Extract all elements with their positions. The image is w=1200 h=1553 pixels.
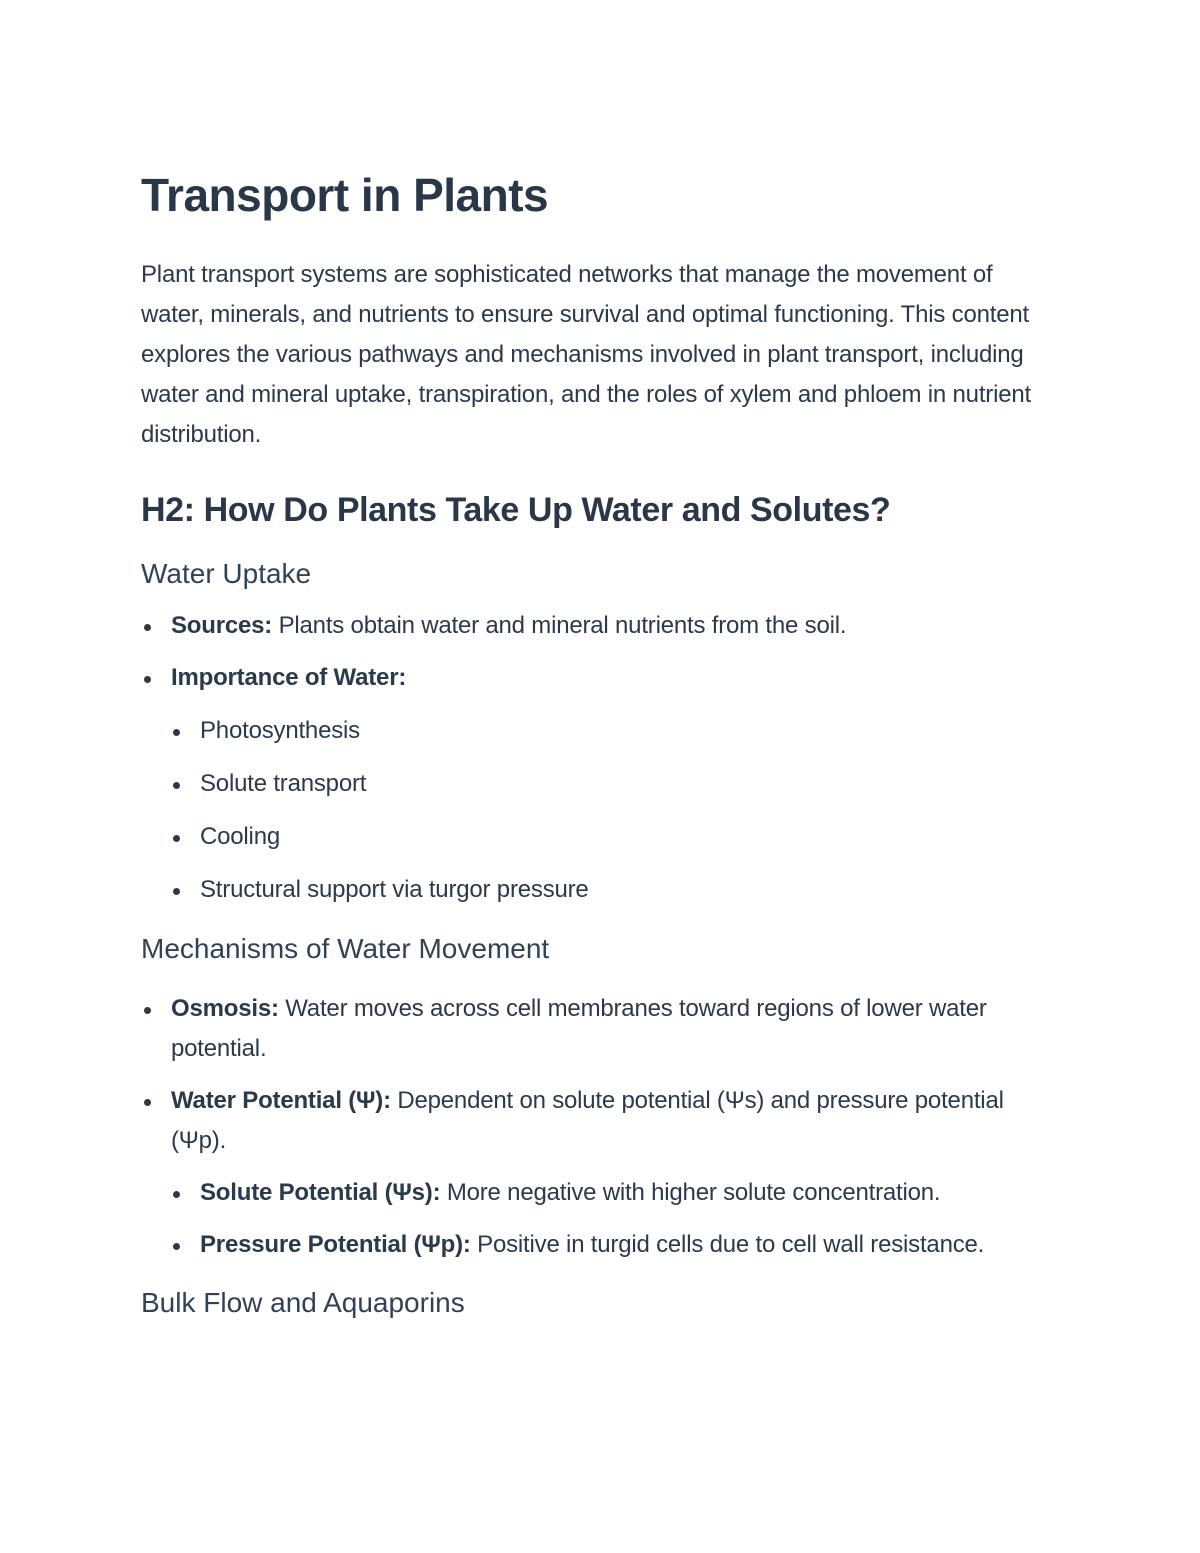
mechanisms-list [141,989,1061,1265]
item-text: Structural support via turgor pressure [200,876,589,903]
bullet-icon [173,888,180,895]
item-text: More negative with higher solute concentration. [440,1179,941,1206]
bullet-icon [144,624,151,631]
item-text: Water moves across cell membranes toward regions of lower water potential. [171,995,987,1062]
list-item-cooling [141,817,1061,857]
list-item-osmosis [141,989,1061,1069]
item-label: Osmosis: [171,995,279,1022]
subsection-heading-bulk-flow: Bulk Flow and Aquaporins [141,1287,465,1318]
subsection-heading-mechanisms: Mechanisms of Water Movement [141,933,550,964]
list-item-structural-support [141,870,1061,910]
subsection-heading-water-uptake: Water Uptake [141,558,312,589]
list-item-solute-transport [141,764,1061,804]
item-text: Cooling [200,823,280,850]
item-label: Pressure Potential (Ψp): [200,1231,471,1258]
list-item-water-potential [141,1081,1061,1161]
item-label: Solute Potential (Ψs): [200,1179,441,1206]
list-item-importance [141,658,1061,698]
item-label: Sources: [171,612,273,639]
bullet-icon [173,835,180,842]
bullet-icon [173,782,180,789]
item-text: Positive in turgid cells due to cell wall resistance. [470,1231,985,1258]
bullet-icon [173,1191,180,1198]
bullet-icon [144,676,151,683]
list-item-photosynthesis [141,711,1061,751]
page-title: Transport in Plants [141,169,549,221]
list-item-sources [141,606,1061,646]
item-text: Photosynthesis [200,717,360,744]
list-item-pressure-potential [141,1225,1061,1265]
bullet-icon [173,729,180,736]
item-label: Water Potential (Ψ): [171,1087,391,1114]
intro-paragraph: Plant transport systems are sophisticated networks that manage the movement of water, minerals, and nutrients to ensure survival and optimal functioning. This content explores the various pathways and mechanisms involved in plant transport, including water and mineral uptake, transpiration, and the roles of xylem and phloem in nutrient distribution. [141,261,1031,448]
bullet-icon [144,1007,151,1014]
bullet-icon [173,1243,180,1250]
item-label: Importance of Water: [171,664,407,691]
document-page [141,165,1061,1323]
item-text: Plants obtain water and mineral nutrients from the soil. [272,612,847,639]
item-text: Solute transport [200,770,367,797]
list-item-solute-potential [141,1173,1061,1213]
bullet-icon [144,1099,151,1106]
water-uptake-list [141,606,1061,910]
item-text: Dependent on solute potential (Ψs) and pressure potential (Ψp). [171,1087,1004,1154]
section-heading: H2: How Do Plants Take Up Water and Solutes? [141,491,891,529]
